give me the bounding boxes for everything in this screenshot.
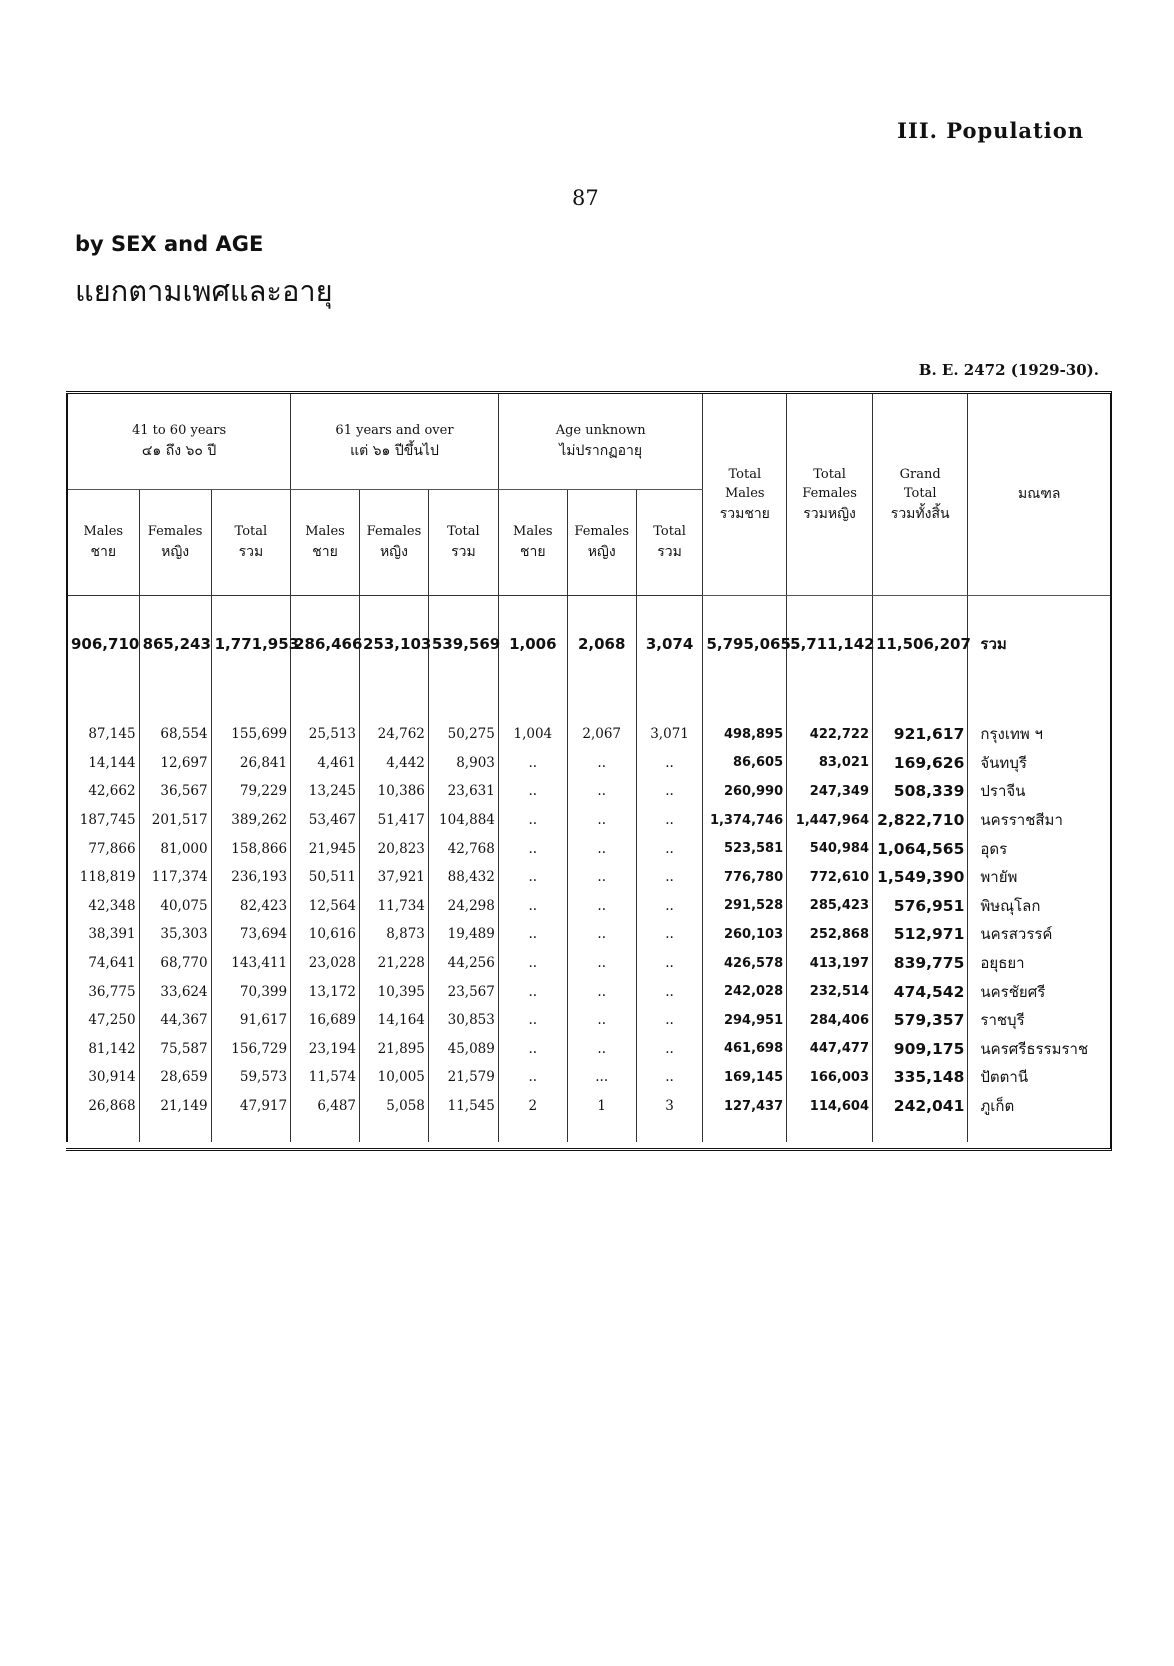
total-males-cell: 86,605 xyxy=(703,749,787,778)
total-61-over-cell: 45,089 xyxy=(428,1035,498,1064)
males-unknown-cell: .. xyxy=(498,749,567,778)
females-unknown-cell: .. xyxy=(567,777,636,806)
females-61-over-cell: 10,395 xyxy=(360,977,429,1006)
males-61-over-cell: 11,574 xyxy=(291,1063,360,1092)
grand-total-cell: 921,617 xyxy=(873,720,968,749)
sub-label-th: รวม xyxy=(657,543,682,560)
total-61-over-cell: 30,853 xyxy=(428,1006,498,1035)
table-row xyxy=(67,806,1110,835)
total-males-cell: 260,990 xyxy=(703,777,787,806)
total-females-cell: 422,722 xyxy=(787,720,873,749)
males-61-over-cell: 13,245 xyxy=(291,777,360,806)
females-61-over-cell: 8,873 xyxy=(360,920,429,949)
total-41-60-cell: 236,193 xyxy=(211,863,290,892)
males-unknown-cell: .. xyxy=(498,1063,567,1092)
total-males-cell: 127,437 xyxy=(703,1092,787,1121)
total-61-over-cell: 23,567 xyxy=(428,977,498,1006)
females-41-60-cell: 201,517 xyxy=(139,806,211,835)
females-unknown-cell: .. xyxy=(567,806,636,835)
males-unknown-cell: .. xyxy=(498,920,567,949)
grand-total-cell: 1,064,565 xyxy=(873,834,968,863)
header-th: รวมทั้งสิ้น xyxy=(890,505,950,522)
total-females-cell: 247,349 xyxy=(787,777,873,806)
grand-total-cell: 11,506,207 xyxy=(873,596,968,693)
total-41-60-cell: 155,699 xyxy=(211,720,290,749)
grand-total-header xyxy=(873,394,968,596)
monthon-name-cell: พายัพ xyxy=(968,863,1110,892)
subtitle-thai: แยกตามเพศและอายุ xyxy=(75,274,333,308)
females-41-60-cell: 40,075 xyxy=(139,892,211,921)
females-unknown-cell: .. xyxy=(567,1035,636,1064)
females-61-over-cell: 4,442 xyxy=(360,749,429,778)
monthon-name-cell: อยุธยา xyxy=(968,949,1110,978)
total-41-60-cell: 70,399 xyxy=(211,977,290,1006)
grand-total-cell: 512,971 xyxy=(873,920,968,949)
monthon-name-cell: พิษณุโลก xyxy=(968,892,1110,921)
table-row xyxy=(67,920,1110,949)
total-61-over-cell: 42,768 xyxy=(428,834,498,863)
grand-total-cell: 576,951 xyxy=(873,892,968,921)
males-41-60-cell: 74,641 xyxy=(67,949,139,978)
total-41-60-cell: 1,771,953 xyxy=(211,596,290,693)
males-unknown-cell: 1,004 xyxy=(498,720,567,749)
males-61-over-cell: 23,028 xyxy=(291,949,360,978)
monthon-name-cell: ปราจีน xyxy=(968,777,1110,806)
males-unknown-cell: .. xyxy=(498,977,567,1006)
monthon-name-cell: นครราชสีมา xyxy=(968,806,1110,835)
empty-cell xyxy=(139,1120,211,1142)
females-61-over-cell: 10,386 xyxy=(360,777,429,806)
header-en-line1: Grand xyxy=(899,466,941,482)
total-41-60-cell: 91,617 xyxy=(211,1006,290,1035)
grand-total-cell: 242,041 xyxy=(873,1092,968,1121)
females-61-over-cell: 21,228 xyxy=(360,949,429,978)
females-41-60-cell: 75,587 xyxy=(139,1035,211,1064)
total-males-cell: 260,103 xyxy=(703,920,787,949)
total-61-over-cell: 539,569 xyxy=(428,596,498,693)
group-label-en: Age unknown xyxy=(555,423,646,439)
page-number: 87 xyxy=(572,186,599,210)
males-unknown-cell: .. xyxy=(498,1006,567,1035)
females-61-over-cell: 14,164 xyxy=(360,1006,429,1035)
group-label-en: 41 to 60 years xyxy=(131,423,227,439)
table-row xyxy=(67,720,1110,749)
empty-cell xyxy=(968,1120,1110,1142)
females-unknown-cell: .. xyxy=(567,834,636,863)
total-unknown-cell: .. xyxy=(636,863,703,892)
females-unknown-cell: .. xyxy=(567,749,636,778)
monthon-name-cell: นครศรีธรรมราช xyxy=(968,1035,1110,1064)
females-61-over-cell: 5,058 xyxy=(360,1092,429,1121)
total-unknown-cell: .. xyxy=(636,806,703,835)
group-header-age-unknown xyxy=(498,394,703,490)
bottom-padding-row xyxy=(67,1120,1110,1142)
group-header-61-over xyxy=(291,394,499,490)
sub-label-en: Males xyxy=(513,524,553,540)
females-41-60-cell: 21,149 xyxy=(139,1092,211,1121)
females-unknown-cell: 2,067 xyxy=(567,720,636,749)
females-61-over-cell: 24,762 xyxy=(360,720,429,749)
monthon-name-cell: นครสวรรค์ xyxy=(968,920,1110,949)
males-41-60-cell: 118,819 xyxy=(67,863,139,892)
total-males-cell: 426,578 xyxy=(703,949,787,978)
total-males-cell: 498,895 xyxy=(703,720,787,749)
monthon-name-cell: ราชบุรี xyxy=(968,1006,1110,1035)
males-41-60-cell: 36,775 xyxy=(67,977,139,1006)
females-61-over-cell: 37,921 xyxy=(360,863,429,892)
total-row xyxy=(67,596,1110,693)
table-row xyxy=(67,863,1110,892)
empty-cell xyxy=(567,1120,636,1142)
section-title: III. Population xyxy=(897,118,1084,143)
total-females-cell: 166,003 xyxy=(787,1063,873,1092)
females-unknown-cell: .. xyxy=(567,977,636,1006)
males-unknown-cell: .. xyxy=(498,1035,567,1064)
males-unknown-cell: .. xyxy=(498,949,567,978)
males-unknown-cell: .. xyxy=(498,777,567,806)
total-females-cell: 1,447,964 xyxy=(787,806,873,835)
males-unknown-cell: 2 xyxy=(498,1092,567,1121)
group-header-41-60 xyxy=(67,394,291,490)
males-41-60-cell: 42,662 xyxy=(67,777,139,806)
total-females-cell: 447,477 xyxy=(787,1035,873,1064)
sub-label-en: Females xyxy=(574,524,630,540)
sub-label-en: Females xyxy=(147,524,203,540)
subtitle-english: by SEX and AGE xyxy=(75,232,264,256)
total-41-60-cell: 82,423 xyxy=(211,892,290,921)
males-61-over-cell: 23,194 xyxy=(291,1035,360,1064)
total-males-cell: 242,028 xyxy=(703,977,787,1006)
females-unknown-cell: .. xyxy=(567,949,636,978)
group-label-en: 61 years and over xyxy=(335,423,454,439)
monthon-name-cell: กรุงเทพ ฯ xyxy=(968,720,1110,749)
total-41-60-cell: 26,841 xyxy=(211,749,290,778)
total-unknown-cell: 3,071 xyxy=(636,720,703,749)
total-males-cell: 294,951 xyxy=(703,1006,787,1035)
total-61-over-cell: 8,903 xyxy=(428,749,498,778)
total-41-60-cell: 389,262 xyxy=(211,806,290,835)
males-61-over-cell: 25,513 xyxy=(291,720,360,749)
empty-cell xyxy=(360,1120,429,1142)
females-61-over-cell: 20,823 xyxy=(360,834,429,863)
table-row xyxy=(67,1092,1110,1121)
monthon-header: มณฑล xyxy=(968,394,1110,596)
females-61-over-cell: 11,734 xyxy=(360,892,429,921)
females-41-60-cell: 865,243 xyxy=(139,596,211,693)
sub-label-th: หญิง xyxy=(161,543,190,560)
total-females-cell: 413,197 xyxy=(787,949,873,978)
sub-label-en: Total xyxy=(447,524,480,540)
sub-label-th: หญิง xyxy=(379,543,408,560)
table-row xyxy=(67,1006,1110,1035)
total-unknown-cell: .. xyxy=(636,1006,703,1035)
total-females-cell: 83,021 xyxy=(787,749,873,778)
group-label-th: ไม่ปรากฏอายุ xyxy=(559,442,643,459)
year-label: B. E. 2472 (1929-30). xyxy=(918,361,1099,379)
total-61-over-cell: 11,545 xyxy=(428,1092,498,1121)
females-41-60-cell: 81,000 xyxy=(139,834,211,863)
total-unknown-cell: .. xyxy=(636,920,703,949)
females-header xyxy=(567,490,636,596)
females-61-over-cell: 10,005 xyxy=(360,1063,429,1092)
total-unknown-cell: .. xyxy=(636,1063,703,1092)
group-label-th: แต่ ๖๑ ปีขึ้นไป xyxy=(350,442,439,459)
females-41-60-cell: 117,374 xyxy=(139,863,211,892)
sub-label-en: Total xyxy=(653,524,686,540)
total-unknown-cell: .. xyxy=(636,777,703,806)
males-41-60-cell: 87,145 xyxy=(67,720,139,749)
total-41-60-cell: 73,694 xyxy=(211,920,290,949)
males-41-60-cell: 187,745 xyxy=(67,806,139,835)
table-row xyxy=(67,1063,1110,1092)
table-row xyxy=(67,777,1110,806)
monthon-name-cell: รวม xyxy=(968,596,1110,693)
grand-total-cell: 839,775 xyxy=(873,949,968,978)
females-unknown-cell: 2,068 xyxy=(567,596,636,693)
spacer-row xyxy=(67,692,1110,720)
table-row xyxy=(67,749,1110,778)
total-females-cell: 772,610 xyxy=(787,863,873,892)
total-header xyxy=(636,490,703,596)
sub-label-th: รวม xyxy=(451,543,476,560)
header-en-line2: Females xyxy=(802,486,857,501)
empty-cell xyxy=(498,1120,567,1142)
males-unknown-cell: .. xyxy=(498,806,567,835)
total-61-over-cell: 21,579 xyxy=(428,1063,498,1092)
males-41-60-cell: 14,144 xyxy=(67,749,139,778)
grand-total-cell: 169,626 xyxy=(873,749,968,778)
females-41-60-cell: 28,659 xyxy=(139,1063,211,1092)
sub-label-en: Males xyxy=(305,524,345,540)
females-61-over-cell: 51,417 xyxy=(360,806,429,835)
males-unknown-cell: .. xyxy=(498,892,567,921)
total-61-over-cell: 88,432 xyxy=(428,863,498,892)
total-females-cell: 285,423 xyxy=(787,892,873,921)
grand-total-cell: 2,822,710 xyxy=(873,806,968,835)
males-61-over-cell: 10,616 xyxy=(291,920,360,949)
header-th: รวมชาย xyxy=(719,505,770,522)
population-table xyxy=(66,394,1110,1142)
total-41-60-cell: 79,229 xyxy=(211,777,290,806)
table-body xyxy=(67,596,1110,1143)
total-61-over-cell: 23,631 xyxy=(428,777,498,806)
total-unknown-cell: 3,074 xyxy=(636,596,703,693)
males-61-over-cell: 50,511 xyxy=(291,863,360,892)
females-41-60-cell: 68,770 xyxy=(139,949,211,978)
total-males-cell: 776,780 xyxy=(703,863,787,892)
sub-label-en: Total xyxy=(234,524,268,540)
females-unknown-cell: .. xyxy=(567,920,636,949)
males-61-over-cell: 12,564 xyxy=(291,892,360,921)
males-header xyxy=(291,490,360,596)
sub-label-th: รวม xyxy=(238,543,264,560)
table-row xyxy=(67,892,1110,921)
total-females-cell: 252,868 xyxy=(787,920,873,949)
males-header xyxy=(498,490,567,596)
males-41-60-cell: 30,914 xyxy=(67,1063,139,1092)
monthon-name-cell: ปัตตานี xyxy=(968,1063,1110,1092)
empty-cell xyxy=(787,1120,873,1142)
total-41-60-cell: 143,411 xyxy=(211,949,290,978)
grand-total-cell: 909,175 xyxy=(873,1035,968,1064)
monthon-name-cell: ภูเก็ต xyxy=(968,1092,1110,1121)
grand-total-cell: 579,357 xyxy=(873,1006,968,1035)
males-61-over-cell: 286,466 xyxy=(291,596,360,693)
total-41-60-cell: 47,917 xyxy=(211,1092,290,1121)
males-41-60-cell: 42,348 xyxy=(67,892,139,921)
total-61-over-cell: 19,489 xyxy=(428,920,498,949)
sub-label-th: ชาย xyxy=(312,543,338,560)
sub-label-en: Males xyxy=(83,524,124,540)
total-females-cell: 114,604 xyxy=(787,1092,873,1121)
total-males-cell: 5,795,065. xyxy=(703,596,787,693)
total-61-over-cell: 44,256 xyxy=(428,949,498,978)
males-header xyxy=(67,490,139,596)
males-unknown-cell: .. xyxy=(498,863,567,892)
females-41-60-cell: 33,624 xyxy=(139,977,211,1006)
total-females-cell: 232,514 xyxy=(787,977,873,1006)
table-row xyxy=(67,834,1110,863)
females-unknown-cell: .. xyxy=(567,863,636,892)
empty-cell xyxy=(873,1120,968,1142)
males-unknown-cell: 1,006 xyxy=(498,596,567,693)
total-header xyxy=(428,490,498,596)
total-61-over-cell: 24,298 xyxy=(428,892,498,921)
monthon-name-cell: นครชัยศรี xyxy=(968,977,1110,1006)
header-en-line2: Males xyxy=(725,486,765,501)
females-41-60-cell: 68,554 xyxy=(139,720,211,749)
total-unknown-cell: .. xyxy=(636,949,703,978)
females-41-60-cell: 12,697 xyxy=(139,749,211,778)
males-41-60-cell: 81,142 xyxy=(67,1035,139,1064)
sub-label-th: หญิง xyxy=(587,543,616,560)
total-males-cell: 461,698 xyxy=(703,1035,787,1064)
females-61-over-cell: 21,895 xyxy=(360,1035,429,1064)
females-41-60-cell: 35,303 xyxy=(139,920,211,949)
males-41-60-cell: 26,868 xyxy=(67,1092,139,1121)
empty-cell xyxy=(636,1120,703,1142)
grand-total-cell: 1,549,390 xyxy=(873,863,968,892)
males-unknown-cell: .. xyxy=(498,834,567,863)
total-unknown-cell: .. xyxy=(636,892,703,921)
monthon-name-cell: จันทบุรี xyxy=(968,749,1110,778)
total-females-cell: 540,984 xyxy=(787,834,873,863)
grand-total-cell: 335,148 xyxy=(873,1063,968,1092)
header-group-row xyxy=(67,394,1110,490)
monthon-name-cell: อุดร xyxy=(968,834,1110,863)
females-unknown-cell: .. xyxy=(567,1006,636,1035)
males-61-over-cell: 16,689 xyxy=(291,1006,360,1035)
population-table-frame xyxy=(66,391,1112,1151)
header-en-line1: Total xyxy=(728,466,762,482)
total-41-60-cell: 158,866 xyxy=(211,834,290,863)
total-unknown-cell: 3 xyxy=(636,1092,703,1121)
sub-label-th: ชาย xyxy=(520,543,546,560)
total-41-60-cell: 59,573 xyxy=(211,1063,290,1092)
grand-total-cell: 474,542 xyxy=(873,977,968,1006)
empty-cell xyxy=(211,1120,290,1142)
females-header xyxy=(139,490,211,596)
total-females-cell: 5,711,142 xyxy=(787,596,873,693)
females-61-over-cell: 253,103 xyxy=(360,596,429,693)
empty-cell xyxy=(291,1120,360,1142)
total-males-cell: 523,581 xyxy=(703,834,787,863)
total-males-cell: 291,528 xyxy=(703,892,787,921)
females-41-60-cell: 44,367 xyxy=(139,1006,211,1035)
group-label-th: ๔๑ ถึง ๖๐ ปี xyxy=(141,442,217,459)
total-males-cell: 169,145 xyxy=(703,1063,787,1092)
table-row xyxy=(67,977,1110,1006)
total-header xyxy=(211,490,290,596)
total-unknown-cell: .. xyxy=(636,749,703,778)
header-en-line2: Total xyxy=(903,486,937,501)
total-unknown-cell: .. xyxy=(636,977,703,1006)
males-41-60-cell: 77,866 xyxy=(67,834,139,863)
males-61-over-cell: 4,461 xyxy=(291,749,360,778)
females-unknown-cell: .. xyxy=(567,892,636,921)
males-41-60-cell: 906,710 xyxy=(67,596,139,693)
males-41-60-cell: 47,250 xyxy=(67,1006,139,1035)
males-61-over-cell: 53,467 xyxy=(291,806,360,835)
females-unknown-cell: 1 xyxy=(567,1092,636,1121)
total-61-over-cell: 104,884 xyxy=(428,806,498,835)
total-unknown-cell: .. xyxy=(636,834,703,863)
empty-cell xyxy=(703,1120,787,1142)
males-61-over-cell: 21,945 xyxy=(291,834,360,863)
total-males-cell: 1,374,746 xyxy=(703,806,787,835)
empty-cell xyxy=(428,1120,498,1142)
total-unknown-cell: .. xyxy=(636,1035,703,1064)
total-41-60-cell: 156,729 xyxy=(211,1035,290,1064)
header-th: รวมหญิง xyxy=(803,505,856,522)
sub-label-en: Females xyxy=(366,524,422,540)
females-unknown-cell: ... xyxy=(567,1063,636,1092)
table-row xyxy=(67,1035,1110,1064)
empty-cell xyxy=(67,1120,139,1142)
table-row xyxy=(67,949,1110,978)
males-41-60-cell: 38,391 xyxy=(67,920,139,949)
sub-label-th: ชาย xyxy=(90,543,117,560)
total-61-over-cell: 50,275 xyxy=(428,720,498,749)
header-en-line1: Total xyxy=(813,466,846,482)
grand-total-cell: 508,339 xyxy=(873,777,968,806)
females-41-60-cell: 36,567 xyxy=(139,777,211,806)
total-females-header xyxy=(787,394,873,596)
males-61-over-cell: 6,487 xyxy=(291,1092,360,1121)
females-header xyxy=(360,490,429,596)
males-61-over-cell: 13,172 xyxy=(291,977,360,1006)
total-males-header xyxy=(703,394,787,596)
total-females-cell: 284,406 xyxy=(787,1006,873,1035)
